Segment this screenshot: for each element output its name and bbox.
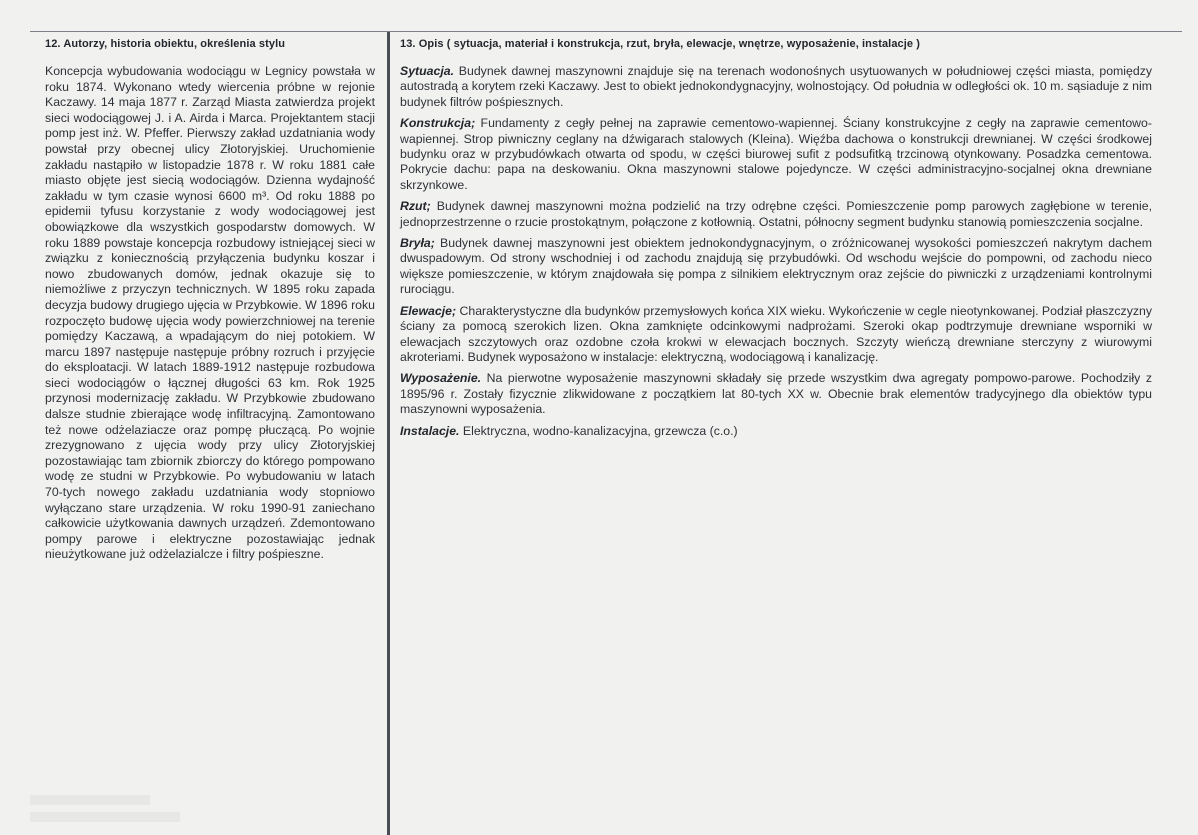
section-text: Na pierwotne wyposażenie maszynowni składały się przede wszystkim dwa agregaty pompowo-parowe. Pochodziły z 1895/96 r. Zostały fizycznie zlikwidowane z początkiem lat 80-tych XX w. Obecnie brak elementów tradycyjnego dla obiektów typu maszynowni wyposażenia. — [400, 371, 1152, 417]
show-through-mark — [30, 812, 180, 822]
section-label: Wyposażenie. — [400, 371, 482, 386]
section-equipment — [400, 371, 1152, 417]
section-text: Budynek dawnej maszynowni można podzielić na trzy odrębne części. Pomieszczenie pomp parowych zagłębione w terenie, jednoprzestrzenne o rzucie prostokątnym, połączone z kotłownią. Ostatni, północny segment budynku stanowią pomieszczenia socjalne. — [400, 199, 1152, 229]
section-label: Konstrukcja; — [400, 116, 476, 131]
column-divider — [387, 32, 390, 835]
section-elevations — [400, 304, 1152, 366]
section-label: Bryła; — [400, 236, 435, 251]
section-text: Elektryczna, wodno-kanalizacyjna, grzewcza (c.o.) — [459, 423, 738, 438]
section-label: Sytuacja. — [400, 64, 454, 78]
description-heading: 13. Opis ( sytuacja, materiał i konstrukcja, rzut, bryła, elewacje, wnętrze, wyposażenie, instalacje ) — [400, 38, 921, 50]
history-heading: 12. Autorzy, historia obiektu, określenia stylu — [45, 38, 286, 50]
section-massing — [400, 236, 1152, 298]
show-through-mark — [30, 795, 150, 805]
section-text: Budynek dawnej maszynowni znajduje się na terenach wodonośnych usytuowanych w południowej części miasta, pomiędzy autostradą a korytem rzeki Kaczawy. Jest to obiekt jednokondygnacyjny, wolnostojący. Od południa w odległości ok. 10 m. sąsiaduje z nim budynek filtrów pośpiesznych. — [400, 64, 1152, 109]
section-text: Budynek dawnej maszynowni jest obiektem jednokondygnacyjnym, o zróżnicowanej wysokości pomieszczeń nakrytym dachem dwuspadowym. Od strony wschodniej i od zachodu znajdują się przybudówki. Od wschodu wejście do pompowni, od zachodu nieco większe pomieszczenie, w którym znajdowała się pompa z silnikiem elektrycznym oraz zejście do piwniczki z urządzeniami kontrolnymi rurociągu. — [400, 236, 1152, 297]
history-text: Koncepcja wybudowania wodociągu w Legnicy powstała w roku 1874. Wykonano wtedy wiercenia próbne w rejonie Kaczawy. 14 maja 1877 r. Zarząd Miasta zatwierdza projekt sieci wodociągowej J. i A. Airda i Marca. Projektantem stacji pomp jest inż. W. Pfeffer. Pierwszy zakład uzdatniania wody powstał przy obecnej ulicy Złotoryjskiej. Uruchomienie zakładu nastąpiło w listopadzie 1878 r. W roku 1881 całe miasto objęte jest siecią wodociągów. Dzienna wydajność zakładu w tym czasie wynosi 6600 m³. Od roku 1888 po epidemii tyfusu korzystanie z wody wodociągowej jest obowiązkowe dla wszystkich gospodarstw domowych. W roku 1889 powstaje koncepcja rozbudowy istniejącej sieci w związku z koniecznością przyłączenia budynku koszar i nowo zbudowanych domów, jednak okazuje się to niemożliwe z przyczyn technicznych. W 1895 roku zapada decyzja budowy drugiego ujęcia w Przybkowie. W 1896 roku rozpoczęto budowę ujęcia wody powierzchniowej na terenie pomiędzy Kaczawą, a wpadającym do niej potokiem. W marcu 1897 następuje następuje próbny rozruch i przyjęcie do eksploatacji. W latach 1889-1912 następuje rozbudowa sieci wodociągów o łącznej długości 63 km. Rok 1925 przynosi modernizację zakładu. W Przybkowie zbudowano dalsze studnie zbierające wodę infiltracyjną. Zamontowano też nowe odżelaziacze oraz pompę płuczącą. Po wojnie zrezygnowano z ujęcia wody przy ulicy Złotoryjskiej pozostawiając tam zbiornik zbiorczy do którego pompowano wodę ze studni w Przybkowie. Po wybudowaniu w latach 70-tych nowego zakładu uzdatniania wody stopniowo wyłączano stare urządzenia. W roku 1990-91 zaniechano całkowicie użytkowania dawnych urządzeń. Zdemontowano pompy parowe i elektryczne pozostawiając jednak nieużytkowane już odżelazialcze i filtry pośpieszne. — [45, 64, 375, 562]
section-plan — [400, 199, 1152, 230]
description-column — [400, 38, 1152, 445]
section-text: Charakterystyczne dla budynków przemysłowych końca XIX wieku. Wykończenie w cegle nieotynkowanej. Podział płaszczyzny ściany za pomocą szerokich lizen. Okna zamknięte odcinkowymi nadprożami. Szeroki okap podtrzymuje drewniane wsporniki w elewacjach szczytowych oraz ozdobne czoła krokwi w elewacjach bocznych. Szczyty wieńczą drewniane sterczyny z wiurowymi akroteriami. Budynek wyposażono w instalacje: elektryczną, wodociągową i kanalizację. — [400, 303, 1152, 364]
section-situation — [400, 64, 1152, 110]
section-construction — [400, 116, 1152, 193]
section-installations — [400, 424, 1152, 439]
section-label: Rzut; — [400, 199, 431, 214]
top-rule — [30, 31, 1182, 32]
section-text: Fundamenty z cegły pełnej na zaprawie cementowo-wapiennej. Ściany konstrukcyjne z cegły na zaprawie cementowo-wapiennej. Strop piwniczny ceglany na dźwigarach stalowych (Kleina). Więźba dachowa o konstrukcji drewnianej. W części środkowej budynku oraz w przybudówkach otwarta od spodu, w części biurowej sufit z podsufitką trzcinową otynkowany. Posadzka cementowa. Pokrycie dachu: papa na deskowaniu. Okna maszynowni stalowe pojedyncze. W części administracyjno-socjalnej okna drewniane skrzynkowe. — [400, 116, 1152, 192]
history-column — [45, 38, 375, 563]
section-label: Instalacje. — [400, 423, 460, 438]
section-label: Elewacje; — [400, 303, 457, 318]
